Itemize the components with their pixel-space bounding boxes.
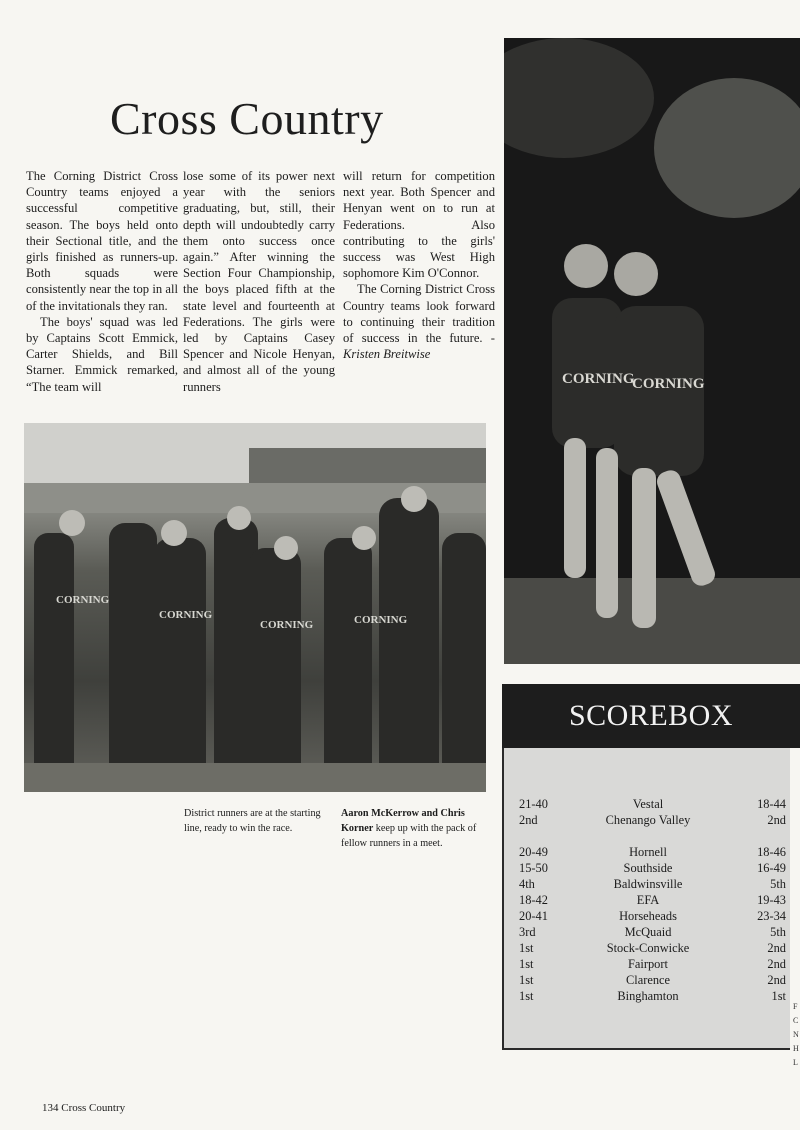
score-us: 4th	[519, 877, 535, 891]
score-opponent: Baldwinsville	[613, 877, 683, 891]
page-footer: 134 Cross Country	[42, 1102, 126, 1114]
article-column-3	[343, 168, 495, 362]
score-opponent: Southside	[623, 861, 673, 875]
score-opponent: Clarence	[625, 973, 671, 987]
svg-text:CORNING: CORNING	[260, 619, 314, 631]
article-column-2	[183, 168, 335, 395]
score-us: 1st	[519, 941, 534, 955]
score-them: 2nd	[767, 973, 786, 987]
score-us: 1st	[519, 973, 534, 987]
score-them: 1st	[771, 989, 786, 1003]
article-paragraph: The Corning District Cross Country teams look forward to continuing their tradition of success in the future. -Kristen Breitwise	[343, 282, 495, 362]
score-them: 23-34	[757, 909, 786, 923]
article-paragraph: The Corning District Cross Country teams enjoyed a successful competitive season. The boys held onto their Sectional title, and the girls finished as runners-up. Both squads were consistently near the top in all of the invitationals they ran.	[26, 169, 178, 313]
score-them: 2nd	[767, 941, 786, 955]
score-opponent: Chenango Valley	[605, 813, 691, 827]
svg-text:CORNING: CORNING	[354, 614, 408, 626]
score-them: 5th	[770, 925, 786, 939]
edge-letter: H	[793, 1044, 799, 1053]
score-opponent: Stock-Conwicke	[606, 941, 690, 955]
score-us: 21-40	[519, 797, 548, 811]
edge-letter: L	[793, 1058, 798, 1067]
group-photo-caption: District runners are at the starting line, ready to win the race.	[184, 808, 321, 834]
score-opponent: Vestal	[632, 797, 664, 811]
group-photo	[24, 423, 486, 792]
scorebox-table	[502, 748, 790, 1050]
edge-letter: N	[793, 1030, 799, 1039]
score-them: 18-46	[757, 845, 786, 859]
score-them: 2nd	[767, 957, 786, 971]
svg-text:CORNING: CORNING	[159, 609, 213, 621]
runners-photo-caption: Aaron McKerrow and Chris Korner keep up with the pack of fellow runners in a meet.	[341, 808, 477, 849]
scorebox-title: SCOREBOX	[502, 684, 800, 748]
score-us: 15-50	[519, 861, 548, 875]
score-us: 20-41	[519, 909, 548, 923]
score-them: 2nd	[767, 813, 786, 827]
score-them: 19-43	[757, 893, 786, 907]
score-them: 18-44	[757, 797, 786, 811]
article-column-1	[26, 168, 178, 395]
edge-letter: F	[793, 1002, 798, 1011]
runners-photo-illustration	[504, 38, 800, 664]
score-opponent: EFA	[636, 893, 660, 907]
article-paragraph: will return for competition next year. Both Spencer and Henyan went on to run at Federations. Also contributing to the girls' success was West High sophomore Kim O'Connor.	[343, 169, 495, 281]
article-paragraph: The boys' squad was led by Captains Scott Emmick, Carter Shields, and Bill Starner. Emmick remarked, “The team will	[26, 314, 178, 394]
article-paragraph: lose some of its power next year with the seniors graduating, but, still, their depth will undoubtedly carry them onto success once again.” After winning the Section Four Championship, the boys placed fifth at the state level and fourteenth at Federations. The girls were led by Captains Casey Spencer and Nicole Henyan, and almost all of the young runners	[183, 169, 335, 394]
score-opponent: Fairport	[628, 957, 668, 971]
score-opponent: Hornell	[629, 845, 667, 859]
score-us: 20-49	[519, 845, 548, 859]
score-us: 1st	[519, 989, 534, 1003]
score-us: 3rd	[519, 925, 536, 939]
score-us: 18-42	[519, 893, 548, 907]
svg-text:CORNING: CORNING	[562, 371, 635, 387]
score-opponent: Horseheads	[619, 909, 677, 923]
edge-letter: C	[793, 1016, 799, 1025]
score-opponent: Binghamton	[617, 989, 679, 1003]
group-photo-illustration	[24, 423, 486, 792]
svg-text:CORNING: CORNING	[56, 594, 110, 606]
edge-letters	[793, 1000, 800, 1070]
caption-names: Aaron McKerrow and Chris Korner	[341, 808, 465, 834]
score-opponent: McQuaid	[624, 925, 672, 939]
score-us: 2nd	[519, 813, 538, 827]
score-them: 5th	[770, 877, 786, 891]
byline: -Kristen Breitwise	[343, 331, 495, 362]
svg-text:CORNING: CORNING	[632, 376, 705, 392]
page-title: Cross Country	[110, 93, 384, 144]
runners-photo	[504, 38, 800, 664]
score-them: 16-49	[757, 861, 786, 875]
score-us: 1st	[519, 957, 534, 971]
